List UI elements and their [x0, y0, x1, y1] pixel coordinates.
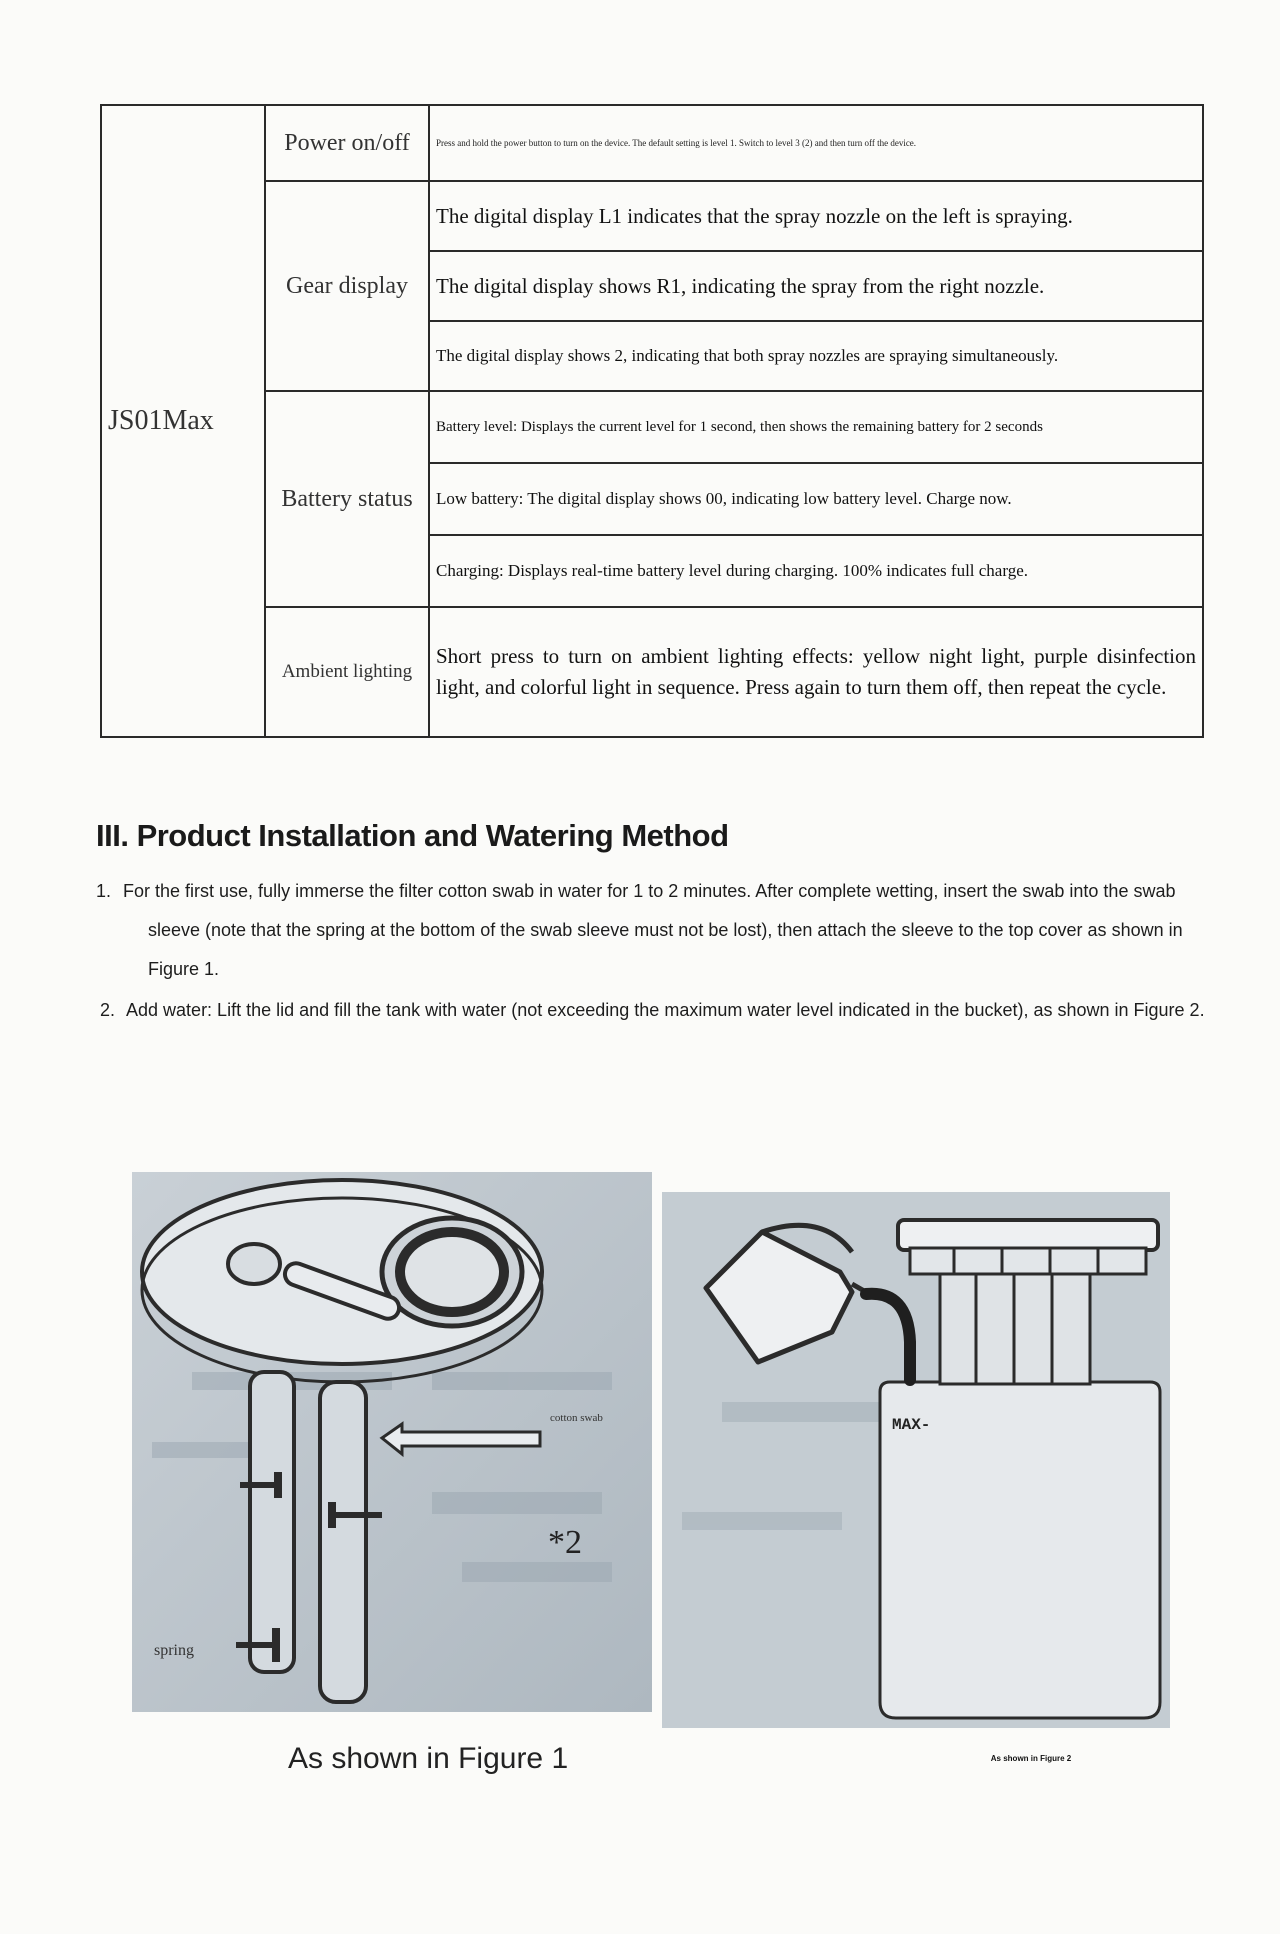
spring-label: spring [154, 1642, 194, 1659]
function-battery: Battery status [265, 391, 429, 607]
cotton-swab-label: cotton swab [550, 1412, 603, 1424]
figure-2-fill-water [662, 1192, 1170, 1728]
figure-1-caption: As shown in Figure 1 [288, 1742, 569, 1775]
desc-battery-charging: Charging: Displays real-time battery level during charging. 100% indicates full charge. [429, 535, 1203, 607]
figure-2-caption: As shown in Figure 2 [990, 1754, 1072, 1763]
max-level-label: MAX- [892, 1416, 931, 1434]
desc-ambient: Short press to turn on ambient lighting effects: yellow night light, purple disinfection light, and colorful light in sequence. Press again to turn them off, then repeat the cycle. [429, 607, 1203, 737]
function-gear: Gear display [265, 181, 429, 391]
section-title: III. Product Installation and Watering Method [96, 818, 729, 853]
function-ambient: Ambient lighting [265, 607, 429, 737]
desc-gear-left: The digital display L1 indicates that the spray nozzle on the left is spraying. [429, 181, 1203, 251]
desc-battery-level: Battery level: Displays the current level for 1 second, then shows the remaining battery for 2 seconds [429, 391, 1203, 463]
step-2 [96, 991, 1216, 1030]
steps-list [96, 872, 1216, 1030]
water-tank-illustration [662, 1192, 1170, 1728]
figure-1-swab-installation [132, 1172, 652, 1712]
desc-power: Press and hold the power button to turn on the device. The default setting is level 1. Switch to level 3 (2) and then turn off the device. [429, 105, 1203, 181]
step-1 [96, 872, 1216, 989]
desc-battery-low: Low battery: The digital display shows 00, indicating low battery level. Charge now. [429, 463, 1203, 535]
step-text: Add water: Lift the lid and fill the tank with water (not exceeding the maximum water level indicated in the bucket), as shown in Figure 2. [126, 1000, 1205, 1020]
model-cell: JS01Max [101, 105, 265, 737]
step-text: For the first use, fully immerse the filter cotton swab in water for 1 to 2 minutes. After complete wetting, insert the swab into the swab sleeve (note that the spring at the bottom of the swab sleeve must not be lost), then attach the sleeve to the top cover as shown in Figure 1. [123, 881, 1183, 979]
step-number: 2. [100, 1000, 116, 1020]
desc-gear-right: The digital display shows R1, indicating the spray from the right nozzle. [429, 251, 1203, 321]
swab-assembly-illustration [132, 1172, 652, 1712]
step-number: 1. [96, 881, 112, 901]
desc-gear-both: The digital display shows 2, indicating that both spray nozzles are spraying simultaneously. [429, 321, 1203, 391]
function-power: Power on/off [265, 105, 429, 181]
quantity-label: *2 [548, 1524, 582, 1561]
spec-table [100, 104, 1204, 738]
